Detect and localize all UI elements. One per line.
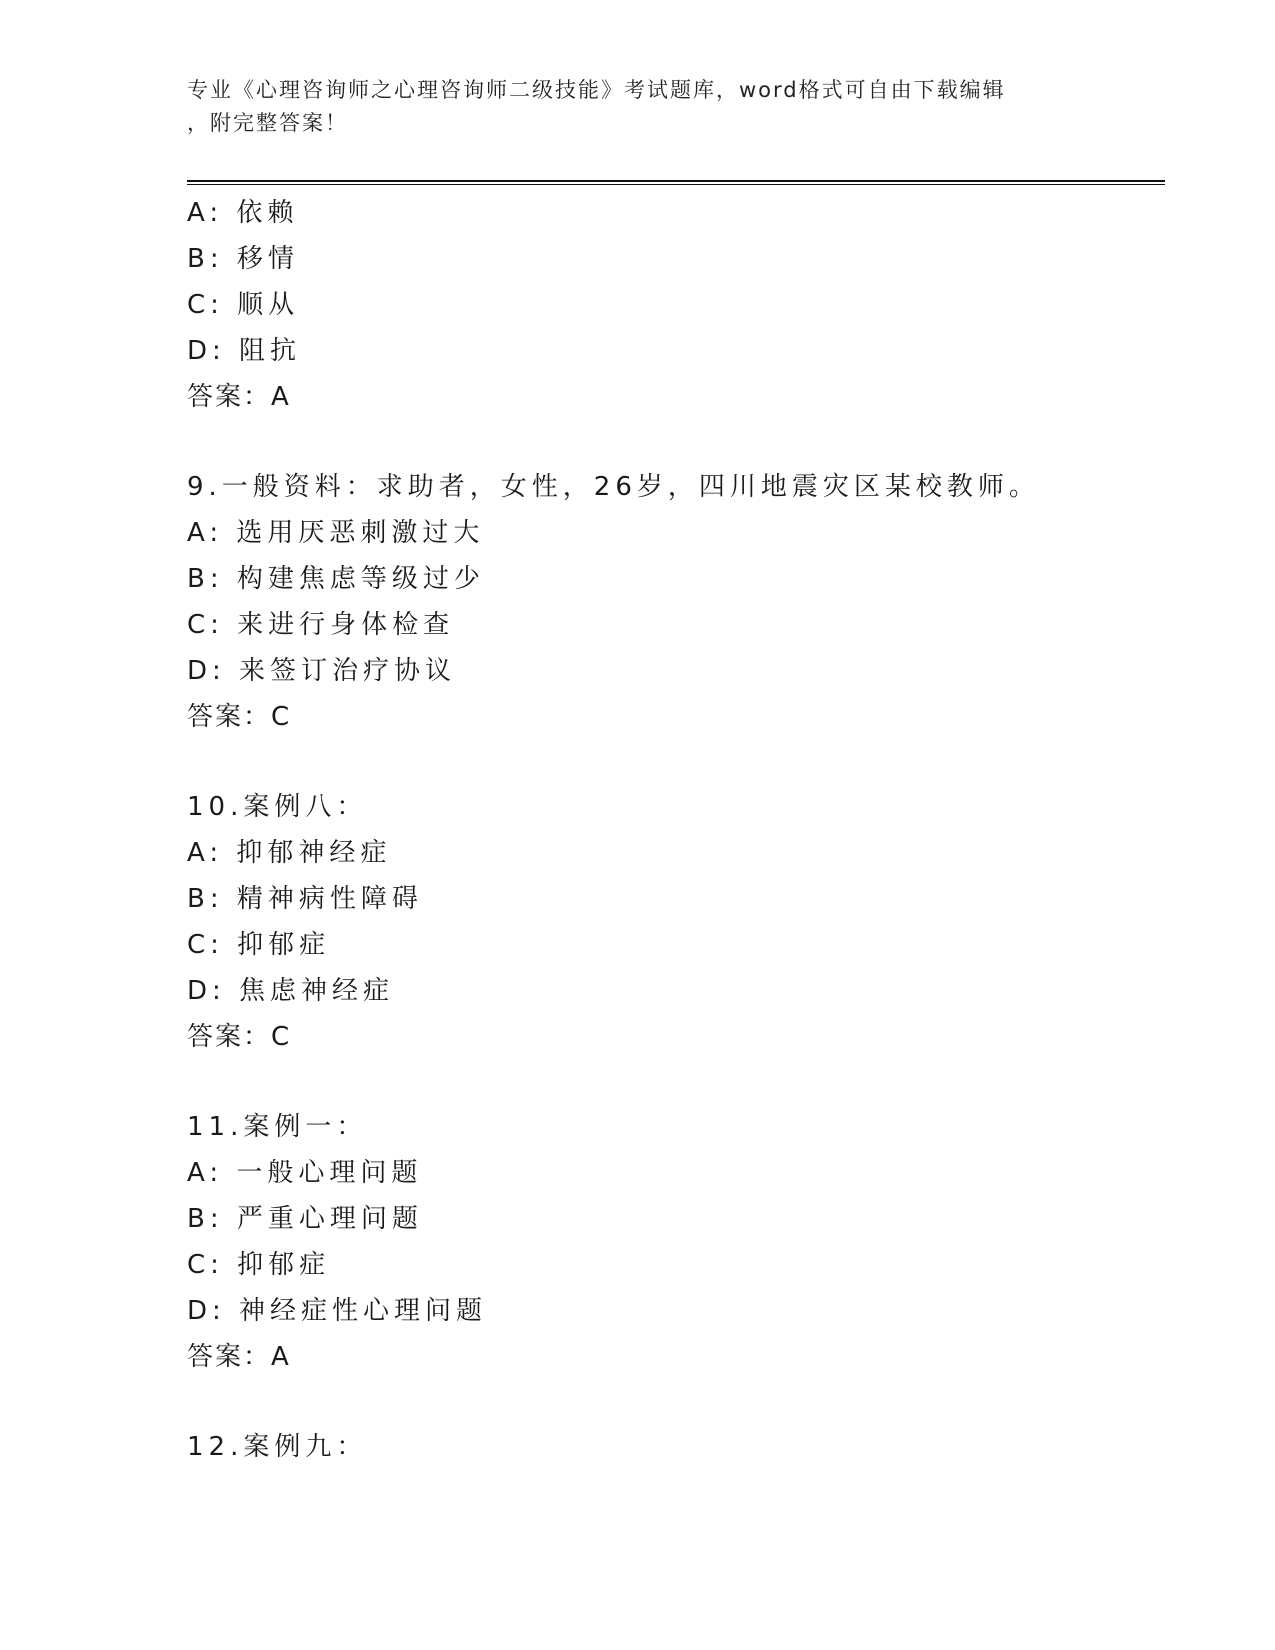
question-9 [187,464,1147,740]
document-header [187,74,1087,140]
header-line-1: 专业《心理咨询师之心理咨询师二级技能》考试题库，word格式可自由下载编辑 [187,78,1006,102]
option-c: C: 抑郁症 [187,1250,331,1280]
option-b: B: 移情 [187,244,299,274]
answer-line: 答案：A [187,382,291,412]
option-a: A: 抑郁神经症 [187,838,392,868]
question-12 [187,1424,1147,1470]
option-a: A: 依赖 [187,198,299,228]
option-a: A: 一般心理问题 [187,1158,423,1188]
question-list [187,190,1147,1470]
header-rule-thick [187,180,1165,182]
header-rule-thin [187,184,1165,185]
answer-line: 答案：A [187,1342,291,1372]
option-d: D: 来签订治疗协议 [187,656,457,686]
spacer [187,1060,1147,1104]
question-stem: 9.一般资料：求助者，女性，26岁，四川地震灾区某校教师。 [187,472,1040,502]
spacer [187,420,1147,464]
option-d: D: 焦虑神经症 [187,976,395,1006]
option-c: C: 来进行身体检查 [187,610,455,640]
question-11 [187,1104,1147,1380]
option-c: C: 顺从 [187,290,300,320]
question-10 [187,784,1147,1060]
option-d: D: 阻抗 [187,336,302,366]
option-b: B: 精神病性障碍 [187,884,423,914]
option-c: C: 抑郁症 [187,930,331,960]
question-8-options [187,190,1147,420]
spacer [187,740,1147,784]
header-line-2: ，附完整答案！ [187,111,348,135]
answer-line: 答案：C [187,1022,292,1052]
option-b: B: 严重心理问题 [187,1204,423,1234]
spacer [187,1380,1147,1424]
option-a: A: 选用厌恶刺激过大 [187,518,485,548]
option-d: D: 神经症性心理问题 [187,1296,488,1326]
answer-line: 答案：C [187,702,292,732]
question-stem: 10.案例八： [187,792,368,822]
question-stem: 11.案例一： [187,1112,368,1142]
option-b: B: 构建焦虑等级过少 [187,564,485,594]
question-stem: 12.案例九： [187,1432,368,1462]
